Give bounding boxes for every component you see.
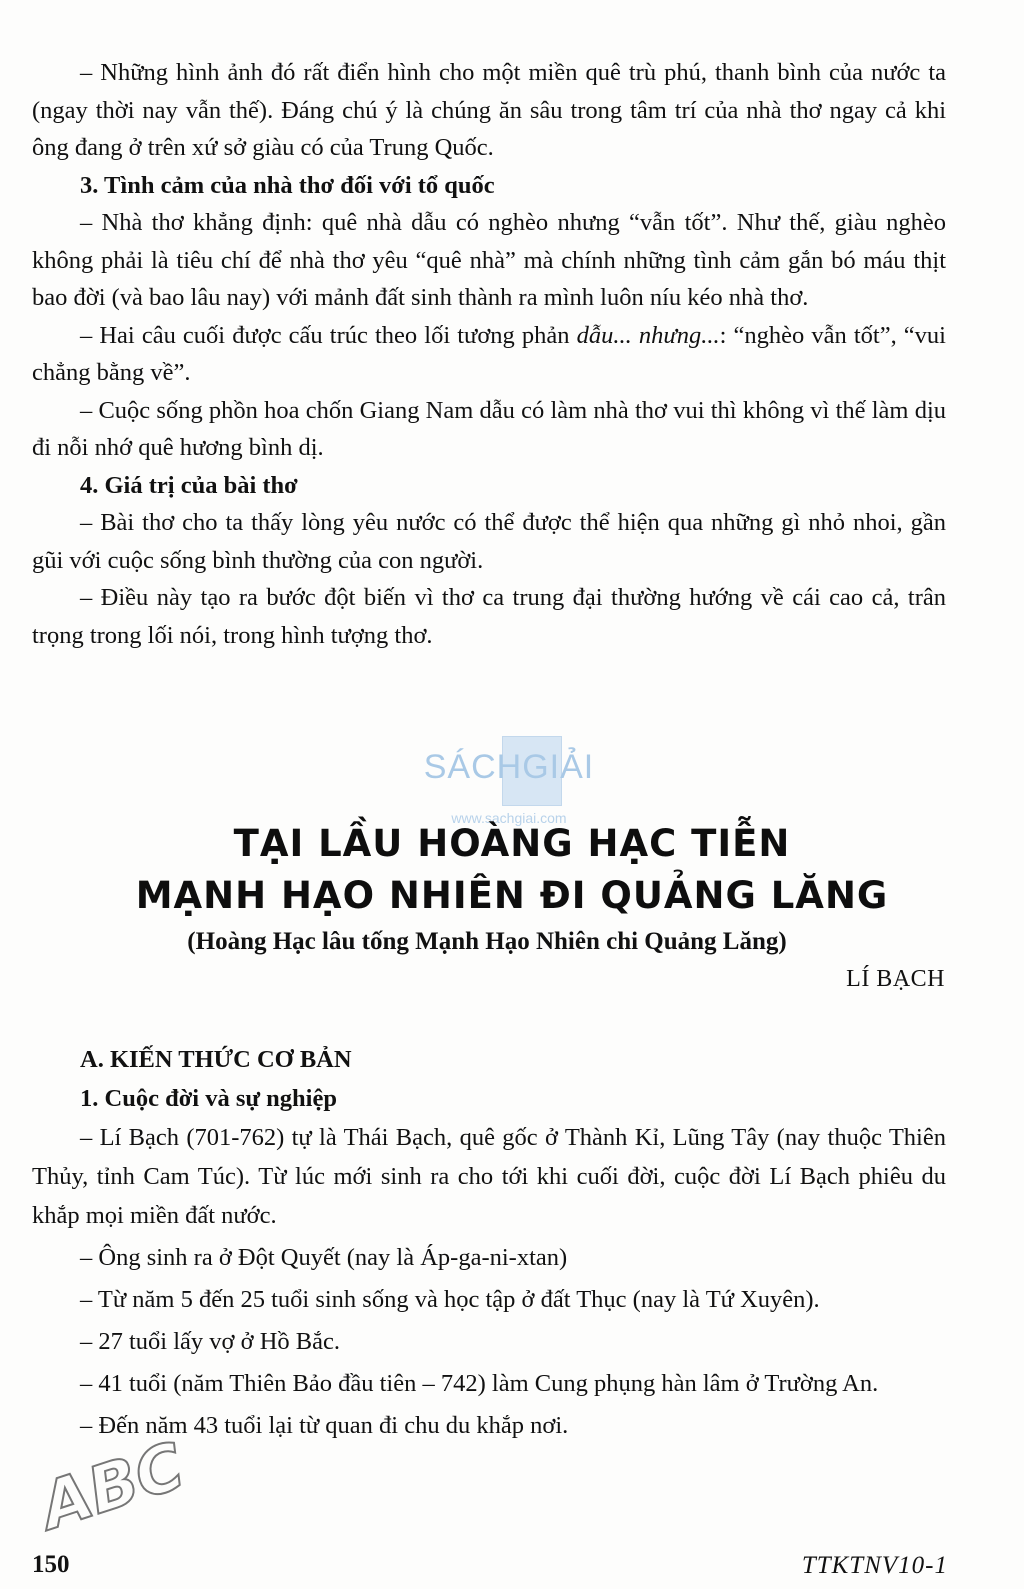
- contrast-italic: dẫu... nhưng...: [576, 321, 720, 349]
- heading-value: 4. Giá trị của bài thơ: [80, 471, 298, 499]
- heading-basic-knowledge: A. KIẾN THỨC CƠ BẢN: [80, 1046, 352, 1073]
- poem-title-line-1: TẠI LẦU HOÀNG HẠC TIỄN: [233, 822, 791, 865]
- paragraph-patriotism: – Bài thơ cho ta thấy lòng yêu nước có thể được thể hiện qua những gì nhỏ nhoi, gần gũi với cuộc sống bình thường của con người.: [32, 509, 946, 574]
- paragraph-li-bach-intro: – Lí Bạch (701-762) tự là Thái Bạch, quê gốc ở Thành Kỉ, Lũng Tây (nay thuộc Thiên Thủy, tỉnh Cam Túc). Từ lúc mới sinh ra cho tới khi cuối đời, cuộc đời Lí Bạch phiêu du khắp mọi miền đất nước.: [32, 1124, 946, 1229]
- paragraph-breakthrough: – Điều này tạo ra bước đột biến vì thơ ca trung đại thường hướng về cái cao cả, trân trọng trong lối nói, trong hình tượng thơ.: [32, 584, 946, 649]
- paragraph-youth: – Từ năm 5 đến 25 tuổi sinh sống và học tập ở đất Thục (nay là Tứ Xuyên).: [80, 1286, 820, 1313]
- paragraph-images: – Những hình ảnh đó rất điển hình cho một miền quê trù phú, thanh bình của nước ta (ngay thời nay vẫn thế). Đáng chú ý là chúng ăn sâu trong tâm trí của nhà thơ ngay cả khi ông đang ở trên xứ sở giàu có của Trung Quốc.: [32, 59, 946, 161]
- book-code: TTKTNV10-1: [801, 1552, 948, 1579]
- contrast-suffix: : “nghèo vẫn tốt”, “vui chẳng bằng về”.: [32, 321, 946, 386]
- top-text-block: [32, 54, 946, 654]
- watermark-brand: SÁCHGIẢI: [423, 748, 595, 786]
- heading-life-career: 1. Cuộc đời và sự nghiệp: [80, 1085, 337, 1112]
- heading-feelings: 3. Tình cảm của nhà thơ đối với tổ quốc: [80, 171, 495, 199]
- poem-author: LÍ BẠCH: [846, 966, 945, 992]
- paragraph-travel: – Đến năm 43 tuổi lại từ quan đi chu du khắp nơi.: [80, 1412, 569, 1439]
- paragraph-contrast: [32, 317, 946, 392]
- bottom-text-block: [32, 1040, 946, 1445]
- watermark-url: www.sachgiai.com: [451, 810, 567, 826]
- poem-subtitle: (Hoàng Hạc lâu tống Mạnh Hạo Nhiên chi Quảng Lăng): [187, 928, 787, 955]
- paragraph-marriage: – 27 tuổi lấy vợ ở Hồ Bắc.: [80, 1328, 340, 1355]
- poem-title-line-2: MẠNH HẠO NHIÊN ĐI QUẢNG LĂNG: [135, 874, 889, 917]
- page-number: 150: [32, 1551, 70, 1578]
- paragraph-birthplace: – Ông sinh ra ở Đột Quyết (nay là Áp-ga-ni-xtan): [80, 1244, 568, 1271]
- abc-stamp: ABC: [32, 1429, 194, 1545]
- paragraph-giang-nam: – Cuộc sống phồn hoa chốn Giang Nam dẫu có làm nhà thơ vui thì không vì thế làm dịu đi nỗi nhớ quê hương bình dị.: [32, 396, 946, 461]
- paragraph-court: – 41 tuổi (năm Thiên Bảo đầu tiên – 742) làm Cung phụng hàn lâm ở Trường An.: [80, 1370, 879, 1397]
- contrast-prefix: – Hai câu cuối được cấu trúc theo lối tương phản: [80, 321, 577, 349]
- watermark-logo: [404, 736, 614, 832]
- paragraph-affirm: – Nhà thơ khẳng định: quê nhà dẫu có nghèo nhưng “vẫn tốt”. Như thế, giàu nghèo không phải là tiêu chí để nhà thơ yêu “quê nhà” mà chính những tình cảm gắn bó máu thịt bao đời (và bao lâu nay) với mảnh đất sinh thành ra mình luôn níu kéo nhà thơ.: [32, 209, 946, 311]
